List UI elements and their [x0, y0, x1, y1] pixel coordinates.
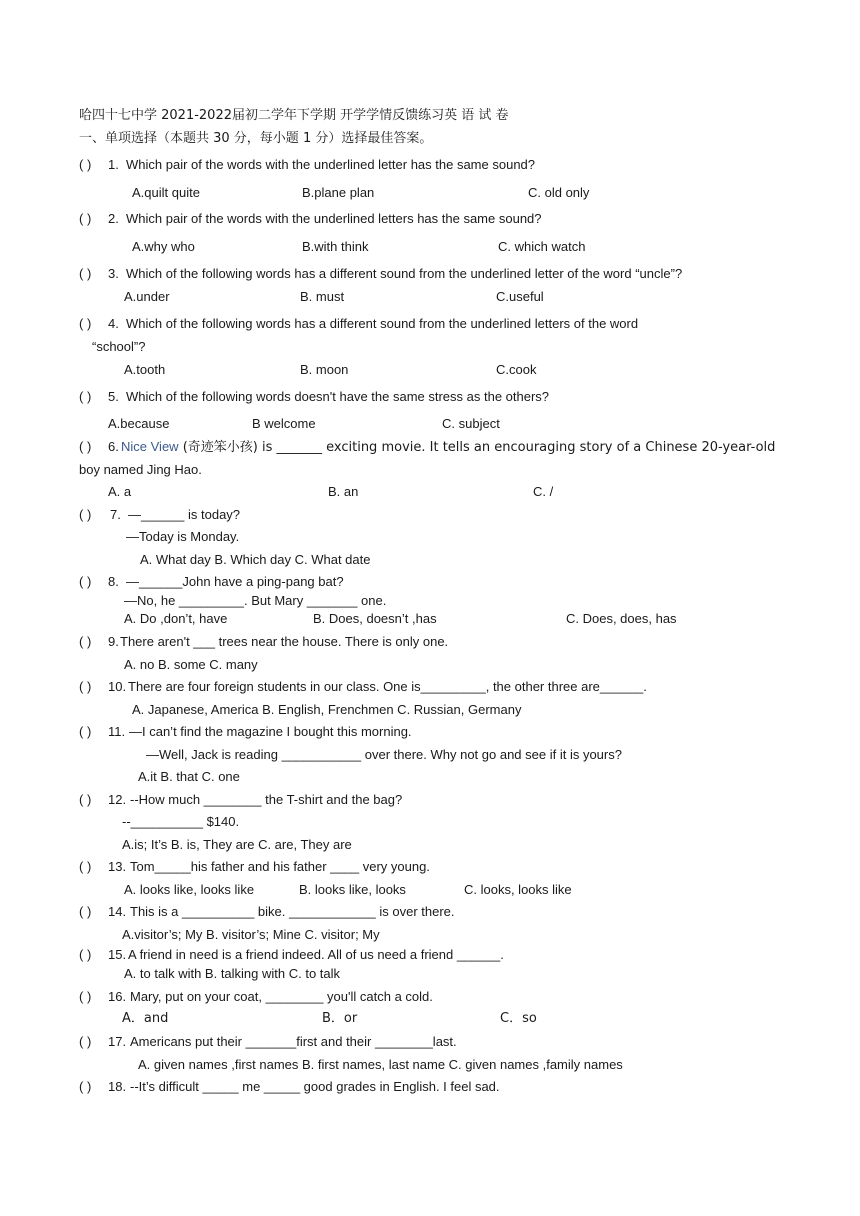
options-line: A. given names ,first names B. first names, last name C. given names ,family names	[138, 1057, 623, 1072]
question-stem: Which of the following words has a different sound from the underlined letters of the word	[126, 316, 639, 331]
answer-bracket: ( )	[79, 634, 92, 649]
option-b: B welcome	[252, 416, 316, 431]
option-a: A.because	[108, 416, 170, 431]
answer-bracket: ( )	[79, 211, 92, 226]
option-c: C.cook	[496, 362, 537, 377]
option-a: A.tooth	[124, 362, 166, 377]
question-stem: (奇迹笨小孩) is _______ exciting movie. It tells an encouraging story of a Chinese 20-year-old	[178, 440, 776, 455]
question-stem: Which pair of the words with the underlined letters has the same sound?	[126, 211, 542, 226]
question-stem: Mary, put on your coat, ________ you'll catch a cold.	[130, 989, 433, 1004]
option-b: B. looks like, looks	[299, 882, 406, 897]
question-stem: --How much ________ the T-shirt and the bag?	[130, 792, 403, 807]
question-stem-continued: --__________ $140.	[122, 814, 240, 829]
question-number: 17.	[108, 1034, 127, 1049]
option-c: C. looks, looks like	[464, 882, 572, 897]
answer-bracket: ( )	[79, 157, 92, 172]
question-stem-continued: —Today is Monday.	[126, 529, 240, 544]
question-number: 8.	[108, 574, 119, 589]
question-stem: Tom_____his father and his father ____ very young.	[130, 859, 430, 874]
answer-bracket: ( )	[79, 266, 92, 281]
question-stem: There aren't ___ trees near the house. There is only one.	[120, 634, 449, 649]
option-c: C.useful	[496, 289, 544, 304]
question-number: 18.	[108, 1079, 127, 1094]
movie-title: Nice View	[121, 439, 179, 454]
option-c: C. /	[533, 484, 554, 499]
question-stem-continued: —No, he _________. But Mary _______ one.	[124, 593, 387, 608]
option-b: B.plane plan	[302, 185, 375, 200]
option-b: B.with think	[302, 239, 369, 254]
option-c: C. subject	[442, 416, 500, 431]
option-c: C. old only	[528, 185, 590, 200]
answer-bracket: ( )	[79, 679, 92, 694]
question-number: 1.	[108, 157, 119, 172]
answer-bracket: ( )	[79, 1079, 92, 1094]
answer-bracket: ( )	[79, 574, 92, 589]
option-a: A．and	[122, 1011, 169, 1026]
options-line: A. no B. some C. many	[124, 657, 258, 672]
option-c: C. which watch	[498, 239, 586, 254]
question-stem-continued: “school”?	[92, 339, 146, 354]
question-number: 15.	[108, 947, 127, 962]
exam-title: 哈四十七中学 2021-2022届初二学年下学期 开学学情反馈练习英 语 试 卷	[79, 108, 509, 123]
options-line: A. to talk with B. talking with C. to talk	[124, 966, 341, 981]
question-stem: —______ is today?	[128, 507, 241, 522]
option-c: C. Does, does, has	[566, 611, 677, 626]
option-b: B. must	[300, 289, 345, 304]
answer-bracket: ( )	[79, 947, 92, 962]
question-number: 10.	[108, 679, 127, 694]
question-number: 5.	[108, 389, 119, 404]
answer-bracket: ( )	[79, 724, 92, 739]
question-stem: —I can’t find the magazine I bought this morning.	[129, 724, 412, 739]
options-line: A. What day B. Which day C. What date	[140, 552, 371, 567]
answer-bracket: ( )	[79, 989, 92, 1004]
question-number: 4.	[108, 316, 119, 331]
option-b: B. an	[328, 484, 359, 499]
question-stem-continued: boy named Jing Hao.	[79, 462, 202, 477]
question-number: 9.	[108, 634, 119, 649]
question-stem: This is a __________ bike. ____________ is over there.	[130, 904, 455, 919]
question-stem: Which pair of the words with the underlined letter has the same sound?	[126, 157, 536, 172]
question-number: 7.	[110, 507, 121, 522]
question-stem: --It’s difficult _____ me _____ good grades in English. I feel sad.	[130, 1079, 500, 1094]
question-stem: There are four foreign students in our class. One is_________, the other three are______.	[128, 679, 647, 694]
question-stem: A friend in need is a friend indeed. All of us need a friend ______.	[128, 947, 504, 962]
question-number: 14.	[108, 904, 127, 919]
option-a: A.quilt quite	[132, 185, 200, 200]
question-number: 2.	[108, 211, 119, 226]
answer-bracket: ( )	[79, 439, 92, 454]
option-a: A.why who	[132, 239, 195, 254]
options-line: A.visitor’s; My B. visitor’s; Mine C. visitor; My	[122, 927, 380, 942]
option-b: B．or	[322, 1011, 358, 1026]
question-number: 11.	[108, 724, 126, 739]
answer-bracket: ( )	[79, 859, 92, 874]
question-stem: Which of the following words has a different sound from the underlined letter of the word “uncle”?	[126, 266, 683, 281]
option-b: B. Does, doesn’t ,has	[313, 611, 437, 626]
options-line: A.it B. that C. one	[138, 769, 240, 784]
question-number: 13.	[108, 859, 127, 874]
option-c: C．so	[500, 1011, 537, 1026]
answer-bracket: ( )	[79, 316, 92, 331]
question-number: 6.	[108, 439, 119, 454]
question-number: 3.	[108, 266, 119, 281]
answer-bracket: ( )	[79, 389, 92, 404]
question-stem: —______John have a ping-pang bat?	[126, 574, 344, 589]
question-stem-continued: —Well, Jack is reading ___________ over there. Why not go and see if it is yours?	[146, 747, 622, 762]
option-a: A.under	[124, 289, 170, 304]
question-stem: Americans put their _______first and their ________last.	[130, 1034, 457, 1049]
option-a: A. looks like, looks like	[124, 882, 255, 897]
question-stem: Which of the following words doesn't have the same stress as the others?	[126, 389, 550, 404]
question-stem-line	[121, 439, 775, 456]
option-b: B. moon	[300, 362, 349, 377]
question-number: 12.	[108, 792, 127, 807]
section-heading: 一、单项选择（本题共 30 分，每小题 1 分）选择最佳答案。	[79, 131, 433, 146]
question-number: 16.	[108, 989, 127, 1004]
answer-bracket: ( )	[79, 792, 92, 807]
answer-bracket: ( )	[79, 904, 92, 919]
options-line: A.is; It’s B. is, They are C. are, They are	[122, 837, 352, 852]
answer-bracket: ( )	[79, 507, 92, 522]
option-a: A. a	[108, 484, 132, 499]
answer-bracket: ( )	[79, 1034, 92, 1049]
options-line: A. Japanese, America B. English, Frenchmen C. Russian, Germany	[132, 702, 522, 717]
option-a: A. Do ,don’t, have	[124, 611, 228, 626]
